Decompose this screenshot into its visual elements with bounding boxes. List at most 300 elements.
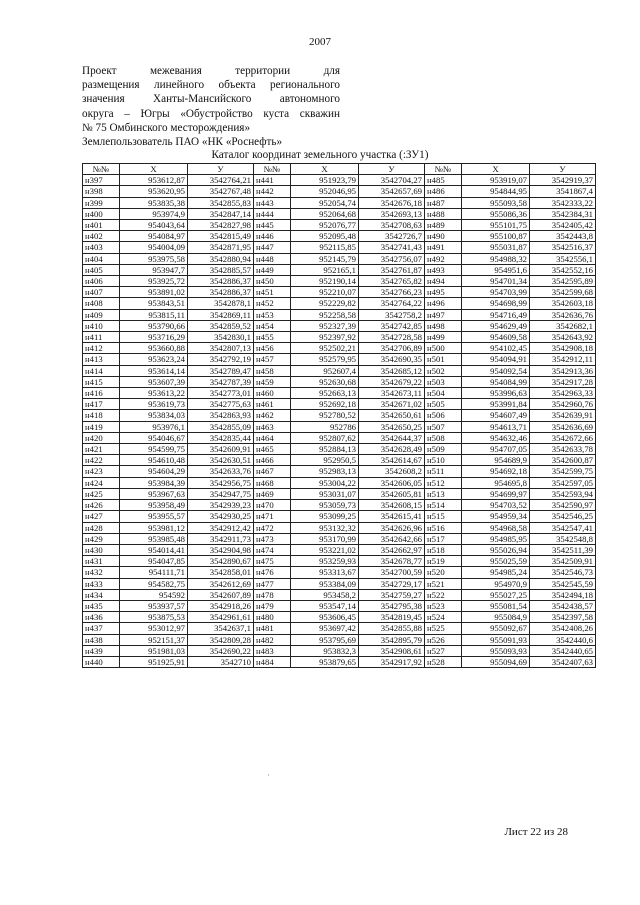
x-coord-cell: 953384,09 (291, 578, 359, 589)
y-coord-cell: 3542939,23 (188, 500, 254, 511)
point-id-cell: н468 (254, 477, 291, 488)
y-coord-cell: 3542895,79 (359, 634, 425, 645)
point-id-cell: н400 (83, 208, 120, 219)
point-id-cell: н486 (425, 186, 462, 197)
point-id-cell: н519 (425, 556, 462, 567)
x-coord-cell: 952950,5 (291, 455, 359, 466)
y-coord-cell: 3542912,11 (530, 354, 596, 365)
x-coord-cell: 952115,85 (291, 242, 359, 253)
table-row (83, 220, 596, 231)
x-coord-cell: 954592 (120, 589, 188, 600)
point-id-cell: н507 (425, 421, 462, 432)
x-coord-cell: 952780,52 (291, 410, 359, 421)
table-row (83, 645, 596, 656)
y-coord-cell: 3542807,13 (188, 343, 254, 354)
point-id-cell: н494 (425, 276, 462, 287)
x-coord-cell: 953795,69 (291, 634, 359, 645)
y-coord-cell: 3542742,85 (359, 320, 425, 331)
x-coord-cell: 954695,8 (462, 477, 530, 488)
table-row (83, 511, 596, 522)
x-coord-cell: 952076,77 (291, 220, 359, 231)
x-coord-cell: 953099,25 (291, 511, 359, 522)
y-coord-cell: 3542633,76 (188, 466, 254, 477)
x-coord-cell: 952151,37 (120, 634, 188, 645)
y-coord-cell: 3542956,75 (188, 477, 254, 488)
table-row (83, 432, 596, 443)
x-coord-cell: 952502,21 (291, 343, 359, 354)
table-row (83, 578, 596, 589)
catalog-title: Каталог координат земельного участка (:ЗУ1) (211, 149, 429, 161)
y-coord-cell: 3542919,37 (530, 175, 596, 186)
table-row (83, 421, 596, 432)
x-coord-cell: 954043,64 (120, 220, 188, 231)
point-id-cell: н447 (254, 242, 291, 253)
y-coord-cell: 3542775,63 (188, 399, 254, 410)
point-id-cell: н492 (425, 253, 462, 264)
point-id-cell: н470 (254, 500, 291, 511)
y-coord-cell: 3542764,22 (359, 298, 425, 309)
y-coord-cell: 3542438,57 (530, 600, 596, 611)
y-coord-cell: 3542609,91 (188, 444, 254, 455)
y-coord-cell: 3542644,37 (359, 432, 425, 443)
table-row (83, 175, 596, 186)
y-coord-cell: 3542545,59 (530, 578, 596, 589)
y-coord-cell: 3542408,26 (530, 623, 596, 634)
y-coord-cell: 3542690,35 (359, 354, 425, 365)
header-line-4: округа – Югры «Обустройство куста скважин (82, 107, 340, 120)
point-id-cell: н474 (254, 544, 291, 555)
x-coord-cell: 953716,29 (120, 332, 188, 343)
y-coord-cell: 3542440,6 (530, 634, 596, 645)
x-coord-cell: 954610,48 (120, 455, 188, 466)
y-coord-cell: 3542397,58 (530, 612, 596, 623)
y-coord-cell: 3542819,45 (359, 612, 425, 623)
y-coord-cell: 3542643,92 (530, 332, 596, 343)
point-id-cell: н526 (425, 634, 462, 645)
x-coord-cell: 952165,1 (291, 264, 359, 275)
point-id-cell: н527 (425, 645, 462, 656)
y-coord-cell: 3542911,73 (188, 533, 254, 544)
point-id-cell: н512 (425, 477, 462, 488)
y-coord-cell: 3542678,77 (359, 556, 425, 567)
point-id-cell: н397 (83, 175, 120, 186)
x-coord-cell: 954092,54 (462, 365, 530, 376)
table-row (83, 634, 596, 645)
x-coord-cell: 952884,13 (291, 444, 359, 455)
x-coord-cell: 953981,12 (120, 522, 188, 533)
y-coord-cell: 3542869,11 (188, 309, 254, 320)
y-coord-cell: 3542637,1 (188, 623, 254, 634)
point-id-cell: н478 (254, 589, 291, 600)
point-id-cell: н434 (83, 589, 120, 600)
point-id-cell: н517 (425, 533, 462, 544)
point-id-cell: н405 (83, 264, 120, 275)
x-coord-cell: 955093,58 (462, 197, 530, 208)
y-coord-cell: 3542886,37 (188, 287, 254, 298)
x-coord-cell: 955031,87 (462, 242, 530, 253)
x-coord-cell: 954703,99 (462, 287, 530, 298)
x-coord-cell: 954047,85 (120, 556, 188, 567)
y-coord-cell: 3542830,1 (188, 332, 254, 343)
point-id-cell: н459 (254, 376, 291, 387)
x-coord-cell: 955027,25 (462, 589, 530, 600)
point-id-cell: н477 (254, 578, 291, 589)
y-coord-cell: 3542650,61 (359, 410, 425, 421)
x-coord-cell: 955084,9 (462, 612, 530, 623)
point-id-cell: н485 (425, 175, 462, 186)
point-id-cell: н403 (83, 242, 120, 253)
table-row (83, 444, 596, 455)
x-coord-cell: 953835,38 (120, 197, 188, 208)
y-coord-cell: 3542827,98 (188, 220, 254, 231)
y-coord-cell: 3542764,21 (188, 175, 254, 186)
x-coord-cell: 955086,36 (462, 208, 530, 219)
header-line-3: значения Ханты-Мансийского автономного (82, 93, 340, 106)
y-coord-cell: 3542792,19 (188, 354, 254, 365)
x-coord-cell: 954707,05 (462, 444, 530, 455)
y-coord-cell: 3542440,65 (530, 645, 596, 656)
y-coord-cell: 3542908,18 (530, 343, 596, 354)
point-id-cell: н491 (425, 242, 462, 253)
coordinates-table-wrap (82, 163, 596, 668)
point-id-cell: н515 (425, 511, 462, 522)
point-id-cell: н411 (83, 332, 120, 343)
y-coord-cell: 3542878,1 (188, 298, 254, 309)
x-coord-cell: 954046,67 (120, 432, 188, 443)
table-row (83, 276, 596, 287)
x-coord-cell: 955094,69 (462, 656, 530, 667)
x-coord-cell: 953985,48 (120, 533, 188, 544)
x-coord-cell: 953958,49 (120, 500, 188, 511)
y-coord-cell: 3542606,05 (359, 477, 425, 488)
point-id-cell: н495 (425, 287, 462, 298)
y-coord-cell: 3542628,49 (359, 444, 425, 455)
sheet-number: Лист 22 из 28 (504, 826, 568, 838)
point-id-cell: н467 (254, 466, 291, 477)
y-coord-cell: 3542636,76 (530, 309, 596, 320)
y-coord-cell: 3542871,95 (188, 242, 254, 253)
point-id-cell: н514 (425, 500, 462, 511)
x-coord-cell: 952190,14 (291, 276, 359, 287)
point-id-cell: н460 (254, 388, 291, 399)
point-id-cell: н456 (254, 343, 291, 354)
x-coord-cell: 953613,22 (120, 388, 188, 399)
y-coord-cell: 3542728,58 (359, 332, 425, 343)
point-id-cell: н429 (83, 533, 120, 544)
y-coord-cell: 3542908,61 (359, 645, 425, 656)
x-coord-cell: 954111,71 (120, 567, 188, 578)
table-row (83, 623, 596, 634)
col-header-point-2: №№ (254, 164, 291, 175)
y-coord-cell: 3542789,47 (188, 365, 254, 376)
x-coord-cell: 953313,67 (291, 567, 359, 578)
y-coord-cell: 3542547,41 (530, 522, 596, 533)
table-row (83, 567, 596, 578)
table-row (83, 186, 596, 197)
y-coord-cell: 3542809,28 (188, 634, 254, 645)
col-header-y-2: У (359, 164, 425, 175)
x-coord-cell: 954014,41 (120, 544, 188, 555)
y-coord-cell: 3542947,75 (188, 488, 254, 499)
point-id-cell: н446 (254, 231, 291, 242)
y-coord-cell: 3542662,97 (359, 544, 425, 555)
x-coord-cell: 951925,91 (120, 656, 188, 667)
y-coord-cell: 3542676,18 (359, 197, 425, 208)
y-coord-cell: 3542758,2 (359, 309, 425, 320)
x-coord-cell: 953620,95 (120, 186, 188, 197)
point-id-cell: н444 (254, 208, 291, 219)
table-row (83, 399, 596, 410)
x-coord-cell: 953619,73 (120, 399, 188, 410)
table-row (83, 343, 596, 354)
table-row (83, 488, 596, 499)
point-id-cell: н481 (254, 623, 291, 634)
point-id-cell: н402 (83, 231, 120, 242)
point-id-cell: н455 (254, 332, 291, 343)
x-coord-cell: 953458,2 (291, 589, 359, 600)
x-coord-cell: 954716,49 (462, 309, 530, 320)
land-user-line: Землепользователь ПАО «НК «Роснефть» (82, 136, 283, 149)
y-coord-cell: 3542630,51 (188, 455, 254, 466)
x-coord-cell: 953004,22 (291, 477, 359, 488)
header-line-2: размещения линейного объекта регионального (82, 79, 340, 92)
y-coord-cell: 3542693,13 (359, 208, 425, 219)
y-coord-cell: 3542511,39 (530, 544, 596, 555)
y-coord-cell: 3542516,37 (530, 242, 596, 253)
x-coord-cell: 953606,45 (291, 612, 359, 623)
table-row (83, 320, 596, 331)
point-id-cell: н518 (425, 544, 462, 555)
x-coord-cell: 952064,68 (291, 208, 359, 219)
y-coord-cell: 3542605,81 (359, 488, 425, 499)
point-id-cell: н487 (425, 197, 462, 208)
y-coord-cell: 3542672,66 (530, 432, 596, 443)
y-coord-cell: 3542885,57 (188, 264, 254, 275)
y-coord-cell: 3542685,12 (359, 365, 425, 376)
point-id-cell: н426 (83, 500, 120, 511)
point-id-cell: н513 (425, 488, 462, 499)
y-coord-cell: 3542858,01 (188, 567, 254, 578)
y-coord-cell: 3542787,39 (188, 376, 254, 387)
y-coord-cell: 3542597,05 (530, 477, 596, 488)
y-coord-cell: 3542961,61 (188, 612, 254, 623)
scan-mark: · (267, 770, 270, 780)
table-row (83, 612, 596, 623)
y-coord-cell: 3542795,38 (359, 600, 425, 611)
y-coord-cell: 3542443,8 (530, 231, 596, 242)
point-id-cell: н501 (425, 354, 462, 365)
x-coord-cell: 952327,39 (291, 320, 359, 331)
point-id-cell: н489 (425, 220, 462, 231)
table-row (83, 242, 596, 253)
point-id-cell: н464 (254, 432, 291, 443)
x-coord-cell: 954094,91 (462, 354, 530, 365)
table-row (83, 477, 596, 488)
y-coord-cell: 3542690,22 (188, 645, 254, 656)
x-coord-cell: 952095,48 (291, 231, 359, 242)
x-coord-cell: 955025,59 (462, 556, 530, 567)
x-coord-cell: 952054,74 (291, 197, 359, 208)
x-coord-cell: 953975,58 (120, 253, 188, 264)
point-id-cell: н410 (83, 320, 120, 331)
x-coord-cell: 955101,75 (462, 220, 530, 231)
x-coord-cell: 953623,24 (120, 354, 188, 365)
point-id-cell: н450 (254, 276, 291, 287)
y-coord-cell: 3542904,98 (188, 544, 254, 555)
point-id-cell: н457 (254, 354, 291, 365)
point-id-cell: н483 (254, 645, 291, 656)
y-coord-cell: 3542614,67 (359, 455, 425, 466)
y-coord-cell: 3542704,27 (359, 175, 425, 186)
table-row (83, 500, 596, 511)
point-id-cell: н425 (83, 488, 120, 499)
y-coord-cell: 3542815,49 (188, 231, 254, 242)
header-line-5: № 75 Омбинского месторождения» (82, 121, 251, 134)
point-id-cell: н509 (425, 444, 462, 455)
x-coord-cell: 954988,32 (462, 253, 530, 264)
x-coord-cell: 953843,51 (120, 298, 188, 309)
table-row (83, 298, 596, 309)
point-id-cell: н439 (83, 645, 120, 656)
point-id-cell: н435 (83, 600, 120, 611)
x-coord-cell: 953697,42 (291, 623, 359, 634)
point-id-cell: н498 (425, 320, 462, 331)
point-id-cell: н482 (254, 634, 291, 645)
y-coord-cell: 3542639,91 (530, 410, 596, 421)
table-row (83, 556, 596, 567)
x-coord-cell: 953996,63 (462, 388, 530, 399)
x-coord-cell: 954692,18 (462, 466, 530, 477)
table-row (83, 388, 596, 399)
point-id-cell: н479 (254, 600, 291, 611)
point-id-cell: н430 (83, 544, 120, 555)
x-coord-cell: 953607,39 (120, 376, 188, 387)
y-coord-cell: 3542706,89 (359, 343, 425, 354)
point-id-cell: н472 (254, 522, 291, 533)
x-coord-cell: 954689,9 (462, 455, 530, 466)
x-coord-cell: 954607,49 (462, 410, 530, 421)
point-id-cell: н441 (254, 175, 291, 186)
y-coord-cell: 3542600,87 (530, 455, 596, 466)
point-id-cell: н521 (425, 578, 462, 589)
y-coord-cell: 3542679,22 (359, 376, 425, 387)
point-id-cell: н511 (425, 466, 462, 477)
y-coord-cell: 3542766,23 (359, 287, 425, 298)
x-coord-cell: 952397,92 (291, 332, 359, 343)
point-id-cell: н525 (425, 623, 462, 634)
x-coord-cell: 955092,67 (462, 623, 530, 634)
point-id-cell: н415 (83, 376, 120, 387)
y-coord-cell: 3542552,16 (530, 264, 596, 275)
point-id-cell: н520 (425, 567, 462, 578)
x-coord-cell: 952145,79 (291, 253, 359, 264)
point-id-cell: н503 (425, 376, 462, 387)
x-coord-cell: 953955,57 (120, 511, 188, 522)
x-coord-cell: 954582,75 (120, 578, 188, 589)
point-id-cell: н506 (425, 410, 462, 421)
x-coord-cell: 953012,97 (120, 623, 188, 634)
y-coord-cell: 3542741,43 (359, 242, 425, 253)
point-id-cell: н422 (83, 455, 120, 466)
point-id-cell: н505 (425, 399, 462, 410)
table-row (83, 656, 596, 667)
x-coord-cell: 952663,13 (291, 388, 359, 399)
y-coord-cell: 3542773,01 (188, 388, 254, 399)
x-coord-cell: 954970,9 (462, 578, 530, 589)
table-row (83, 455, 596, 466)
point-id-cell: н461 (254, 399, 291, 410)
point-id-cell: н431 (83, 556, 120, 567)
y-coord-cell: 3542863,93 (188, 410, 254, 421)
x-coord-cell: 953059,73 (291, 500, 359, 511)
y-coord-cell: 3542708,63 (359, 220, 425, 231)
table-row (83, 332, 596, 343)
point-id-cell: н499 (425, 332, 462, 343)
point-id-cell: н528 (425, 656, 462, 667)
y-coord-cell: 3542657,69 (359, 186, 425, 197)
point-id-cell: н413 (83, 354, 120, 365)
x-coord-cell: 953879,65 (291, 656, 359, 667)
col-header-x-2: X (291, 164, 359, 175)
point-id-cell: н443 (254, 197, 291, 208)
col-header-point-1: №№ (83, 164, 120, 175)
y-coord-cell: 3542913,36 (530, 365, 596, 376)
x-coord-cell: 954951,6 (462, 264, 530, 275)
x-coord-cell: 953614,14 (120, 365, 188, 376)
y-coord-cell: 3542546,73 (530, 567, 596, 578)
x-coord-cell: 953967,63 (120, 488, 188, 499)
y-coord-cell: 3542384,31 (530, 208, 596, 219)
x-coord-cell: 953815,11 (120, 309, 188, 320)
table-row (83, 600, 596, 611)
point-id-cell: н500 (425, 343, 462, 354)
y-coord-cell: 3542671,02 (359, 399, 425, 410)
point-id-cell: н420 (83, 432, 120, 443)
col-header-y-3: У (530, 164, 596, 175)
x-coord-cell: 954604,29 (120, 466, 188, 477)
y-coord-cell: 3542855,88 (359, 623, 425, 634)
x-coord-cell: 953984,39 (120, 477, 188, 488)
y-coord-cell: 3542759,27 (359, 589, 425, 600)
point-id-cell: н502 (425, 365, 462, 376)
x-coord-cell: 954084,97 (120, 231, 188, 242)
y-coord-cell: 3542855,09 (188, 421, 254, 432)
y-coord-cell: 3542835,44 (188, 432, 254, 443)
point-id-cell: н475 (254, 556, 291, 567)
point-id-cell: н427 (83, 511, 120, 522)
x-coord-cell: 953132,32 (291, 522, 359, 533)
y-coord-cell: 3542847,14 (188, 208, 254, 219)
table-row (83, 466, 596, 477)
y-coord-cell: 3542729,17 (359, 578, 425, 589)
x-coord-cell: 953790,66 (120, 320, 188, 331)
y-coord-cell: 3542548,8 (530, 533, 596, 544)
header-line-1: Проект межевания территории для (82, 65, 340, 77)
point-id-cell: н432 (83, 567, 120, 578)
y-coord-cell: 3542407,63 (530, 656, 596, 667)
x-coord-cell: 953660,88 (120, 343, 188, 354)
point-id-cell: н466 (254, 455, 291, 466)
x-coord-cell: 952692,18 (291, 399, 359, 410)
point-id-cell: н524 (425, 612, 462, 623)
x-coord-cell: 953991,84 (462, 399, 530, 410)
x-coord-cell: 952630,68 (291, 376, 359, 387)
y-coord-cell: 3542650,25 (359, 421, 425, 432)
point-id-cell: н398 (83, 186, 120, 197)
point-id-cell: н424 (83, 477, 120, 488)
x-coord-cell: 955091,93 (462, 634, 530, 645)
y-coord-cell: 3542599,75 (530, 466, 596, 477)
